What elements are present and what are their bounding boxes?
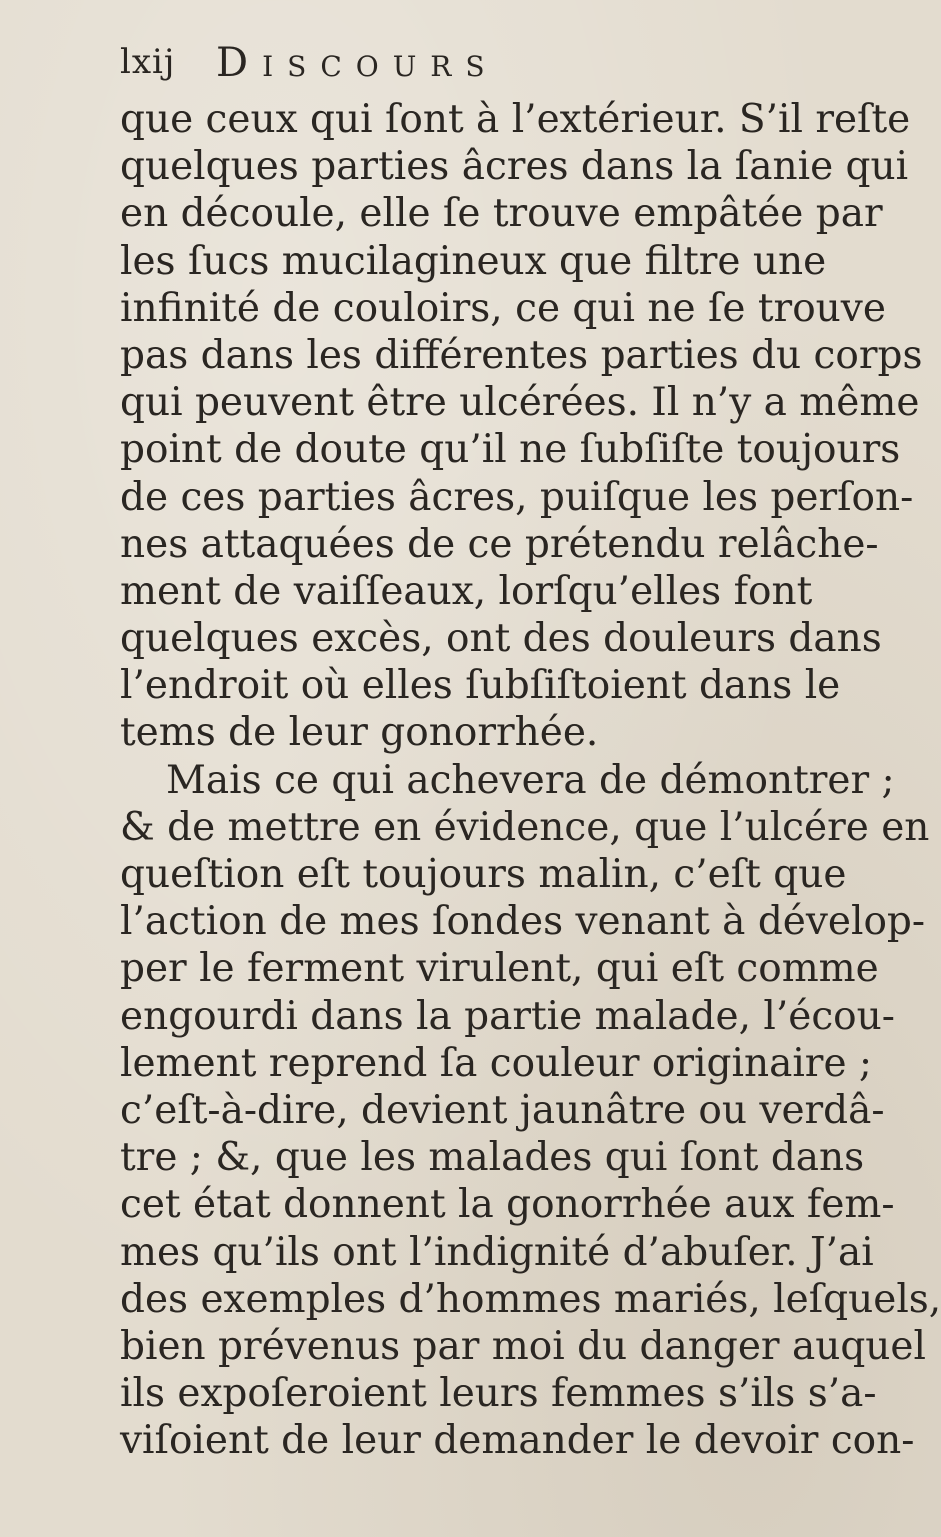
- text-line: viſoient de leur demander le devoir con-: [120, 1418, 915, 1464]
- body-text: [120, 96, 941, 1464]
- text-line: quelques parties âcres dans la ſanie qui: [120, 144, 909, 190]
- text-line: l’action de mes ſondes venant à dévelop-: [120, 899, 926, 945]
- text-line: tre ; &, que les malades qui ſont dans: [120, 1135, 865, 1181]
- text-line: per le ferment virulent, qui eſt comme: [120, 946, 879, 992]
- text-line: & de mettre en évidence, que l’ulcére en: [120, 804, 930, 850]
- text-line: ils expoſeroient leurs femmes s’ils s’a-: [120, 1371, 877, 1417]
- page-number: lxij: [120, 42, 176, 82]
- text-line: en découle, elle ſe trouve empâtée par: [120, 191, 883, 237]
- text-line: queſtion eſt toujours malin, c’eſt que: [120, 852, 847, 897]
- text-line: infinité de couloirs, ce qui ne ſe trouve: [120, 285, 886, 331]
- text-line: pas dans les différentes parties du corps: [120, 332, 923, 378]
- text-line: engourdi dans la partie malade, l’écou-: [120, 993, 895, 1039]
- text-line: qui peuvent être ulcérées. Il n’y a même: [120, 380, 920, 426]
- text-line: point de doute qu’il ne ſubſiſte toujours: [120, 427, 901, 473]
- paragraph-first-line: Mais ce qui achevera de démontrer ;: [166, 757, 895, 803]
- text-line: tems de leur gonorrhée.: [120, 710, 599, 756]
- text-line: ment de vaiſſeaux, lorſqu’elles font: [120, 568, 813, 614]
- text-line: bien prévenus par moi du danger auquel: [120, 1323, 926, 1369]
- text-line: l’endroit où elles ſubſiſtoient dans le: [120, 663, 841, 709]
- text-line: lement reprend ſa couleur originaire ;: [120, 1040, 873, 1086]
- text-line: les ſucs mucilagineux que filtre une: [120, 238, 827, 284]
- text-line: mes qu’ils ont l’indignité d’abuſer. J’ai: [120, 1229, 874, 1275]
- text-line: des exemples d’hommes mariés, leſquels,: [120, 1276, 941, 1322]
- text-line: de ces parties âcres, puiſque les perſon-: [120, 474, 914, 520]
- page-header: [120, 40, 740, 100]
- text-line: c’eſt-à-dire, devient jaunâtre ou verdâ-: [120, 1087, 885, 1133]
- text-line: cet état donnent la gonorrhée aux fem-: [120, 1182, 895, 1228]
- text-line: quelques excès, ont des douleurs dans: [120, 616, 882, 662]
- text-line: que ceux qui ſont à l’extérieur. S’il reſte: [120, 97, 911, 142]
- text-line: nes attaquées de ce prétendu relâche-: [120, 521, 879, 567]
- running-head: Discours: [216, 40, 499, 86]
